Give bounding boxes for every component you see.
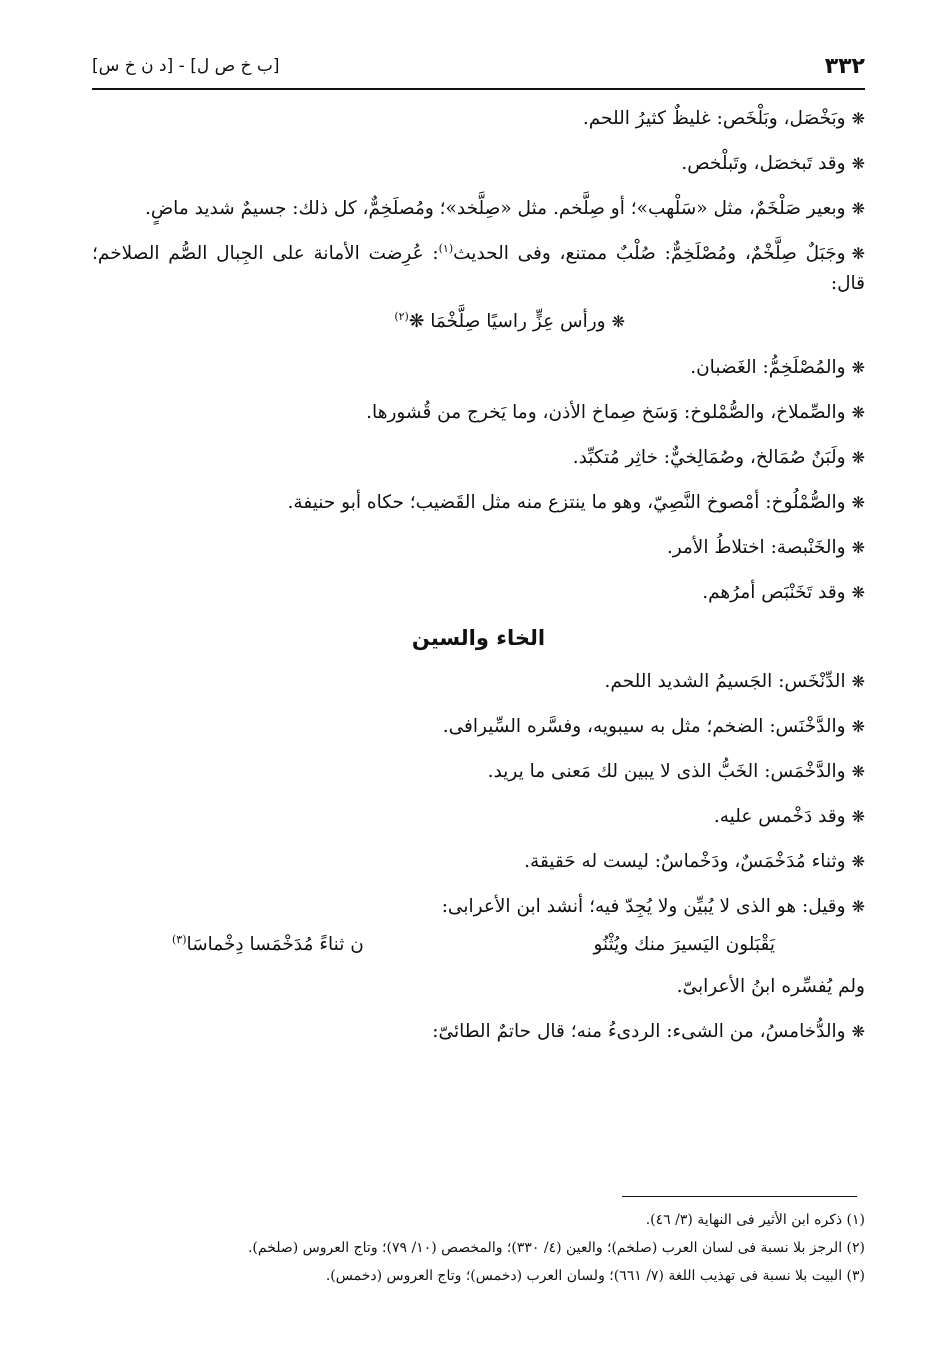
- entry-text: : عُرِضت الأمانة على الجِبال الصُّم الصلاخم؛ قال:: [92, 243, 865, 294]
- entry-text: ولم يُفسِّره ابنُ الأعرابىّ.: [676, 976, 865, 997]
- poem-verse: [92, 930, 865, 960]
- asterisk-icon: ❋: [851, 717, 865, 736]
- asterisk-icon: ❋: [851, 538, 865, 557]
- page-body: [92, 104, 865, 1062]
- entry-text: والخَنْبصة: اختلاطُ الأمر.: [666, 537, 846, 558]
- running-head: [ب خ ص ل] - [د ن خ س]: [92, 56, 280, 76]
- asterisk-icon: ❋: [851, 852, 865, 871]
- entry: [92, 488, 865, 518]
- entry: [92, 712, 865, 742]
- asterisk-icon: ❋: [851, 154, 865, 173]
- asterisk-icon: ❋: [851, 1022, 865, 1041]
- entry-text: والصِّملاخ، والصُّمْلوخ: وَسَخ صِماخ الأذن، وما يَخرج من قُشورها.: [366, 402, 846, 423]
- footnote-ref: (٣): [172, 932, 187, 946]
- entry: [92, 239, 865, 299]
- entry: [92, 104, 865, 134]
- page-number: ٣٣٢: [824, 54, 865, 79]
- asterisk-icon: ❋: [851, 493, 865, 512]
- asterisk-icon: ❋: [851, 807, 865, 826]
- header-rule: [92, 88, 865, 90]
- asterisk-icon: ❋: [851, 403, 865, 422]
- entry-text: وقيل: هو الذى لا يُبيِّن ولا يُجِدّ فيه؛ أنشد ابن الأعرابى:: [441, 896, 846, 917]
- entry: [92, 443, 865, 473]
- footnote-rule: [622, 1196, 857, 1197]
- section-heading: الخاء والسين: [411, 626, 546, 650]
- entry-text: وثناء مُدَخْمَسٌ، ودَخْماسٌ: ليست له حَقيقة.: [524, 851, 846, 872]
- entry-text: والدَّخْمَس: الخَبُّ الذى لا يبين لك مَعنى ما يريد.: [487, 761, 846, 782]
- asterisk-icon: ❋: [851, 583, 865, 602]
- footnote: (٢) الرجز بلا نسبة فى لسان العرب (صلخم)؛ والعين (٤/ ٣٣٠)؛ والمخصص (١٠/ ٧٩)؛ وتاج العروس (صلخم).: [247, 1240, 865, 1256]
- asterisk-icon: ❋: [851, 897, 865, 916]
- entry-text: ولَبَنٌ صُمَالخ، وصُمَالِخيٌّ: خاثِر مُتكبِّد.: [572, 447, 846, 468]
- asterisk-icon: ❋: [851, 448, 865, 467]
- asterisk-icon: ❋: [851, 762, 865, 781]
- asterisk-icon: ❋: [851, 358, 865, 377]
- entry-text: وقد تَبخصَل، وتَبلْخص.: [681, 153, 846, 174]
- entry-text: وبَخْصَل، وبَلْخَص: غليظٌ كثيرُ اللحم.: [582, 108, 846, 129]
- asterisk-icon: ❋: [851, 244, 865, 263]
- entry: [92, 194, 865, 224]
- asterisk-icon: ❋: [851, 199, 865, 218]
- asterisk-icon: ❋: [611, 312, 625, 331]
- entry-text: وبعير صَلْخَمٌ، مثل «سَلْهب»؛ أو صِلَّخم. مثل «صِلَّخد»؛ ومُصلَخِمٌّ، كل ذلك: جسيمٌ شديد ماضٍ.: [144, 198, 846, 219]
- entry: [92, 149, 865, 179]
- asterisk-icon: ❋: [851, 109, 865, 128]
- footnote-ref: (١): [438, 241, 454, 255]
- entry-text: والمُصْلَخِمُّ: الغَضبان.: [690, 357, 846, 378]
- verse-first-hemistich: يَقْبَلون اليَسيرَ منك ويُثْنُو: [593, 934, 775, 955]
- entry: [92, 892, 865, 922]
- entry-text: والدَّخْنَس: الضخم؛ مثل به سيبويه، وفسَّره السِّيرافى.: [442, 716, 846, 737]
- entry: [92, 847, 865, 877]
- entry: [92, 1017, 865, 1047]
- entry-plain: [92, 972, 865, 1002]
- entry-text: وقد تَخَنْبَص أمرُهم.: [702, 582, 846, 603]
- footnote-ref: (٢): [394, 309, 409, 323]
- verse-text: ورأس عِزٍّ راسيًا صِلَّخْمَا ❋: [408, 311, 606, 332]
- entry: [92, 757, 865, 787]
- entry: [92, 533, 865, 563]
- footnotes: [92, 1208, 865, 1292]
- entry: [92, 802, 865, 832]
- footnote: (١) ذكره ابن الأثير فى النهاية (٣/ ٤٦).: [645, 1212, 865, 1228]
- entry-text: والصُّمْلُوخ: أمْصوخ النَّصِيّ، وهو ما ينتزع منه مثل القَضيب؛ حكاه أبو حنيفة.: [287, 492, 846, 513]
- footnote: (٣) البيت بلا نسبة فى تهذيب اللغة (٧/ ٦٦١)؛ ولسان العرب (دخمس)؛ وتاج العروس (دخمس).: [325, 1268, 865, 1284]
- entry: [92, 398, 865, 428]
- asterisk-icon: ❋: [851, 672, 865, 691]
- entry-text: الدِّنْخَس: الجَسيمُ الشديد اللحم.: [604, 671, 846, 692]
- verse-text: ن ثناءً مُدَخْمَسا دِخْماسَا: [186, 934, 364, 955]
- entry: [92, 667, 865, 697]
- entry: [92, 578, 865, 608]
- entry-text: والدُّخامسُ، من الشىء: الردىءُ منه؛ قال حاتمٌ الطائىّ:: [432, 1021, 846, 1042]
- entry-text: وقد دَخْمس عليه.: [713, 806, 846, 827]
- verse-second-hemistich: [172, 930, 364, 960]
- entry: [92, 353, 865, 383]
- rajaz-verse: [92, 307, 865, 337]
- page-header: [92, 52, 865, 84]
- entry-text: وجَبَلٌ صِلَّخْمٌ، ومُصْلَخِمٌّ: صُلْبٌ ممتنع، وفى الحديث: [453, 243, 846, 264]
